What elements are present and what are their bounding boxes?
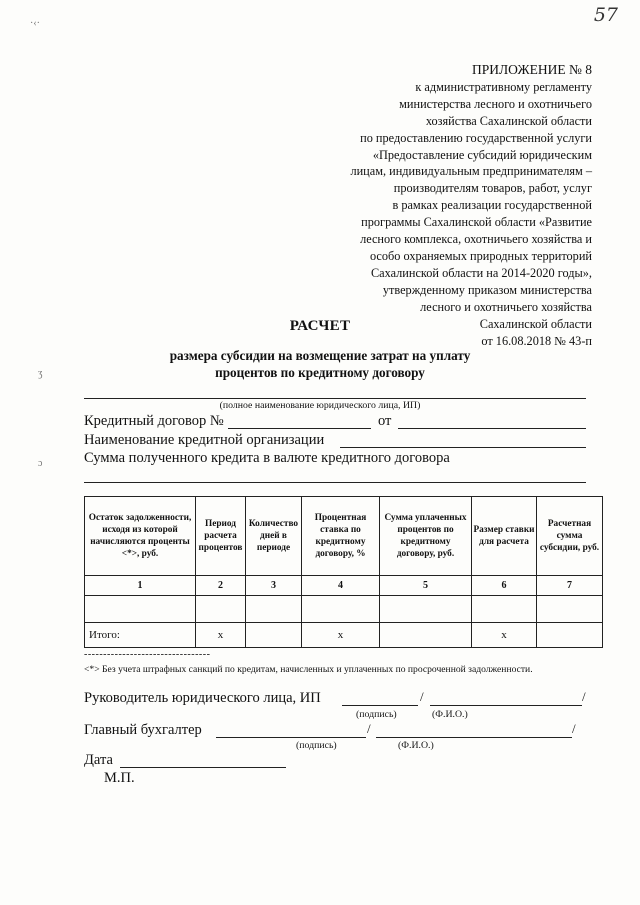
table-cell[interactable] — [302, 596, 380, 623]
head-signature-hint: (подпись) — [356, 709, 397, 720]
column-number: 4 — [302, 576, 380, 596]
subtitle-line: размера субсидии на возмещение затрат на уплату — [169, 348, 471, 363]
column-number: 1 — [85, 576, 196, 596]
appendix-line: «Предоставление субсидий юридическим — [372, 147, 592, 162]
header-cell: Размер ставки для расчета — [472, 497, 537, 576]
contract-date-label: от — [378, 413, 392, 429]
appendix-line: лицам, индивидуальным предпринимателям – — [350, 164, 592, 179]
column-number: 5 — [380, 576, 472, 596]
table-cell[interactable] — [85, 596, 196, 623]
total-label: Итого: — [85, 623, 196, 648]
credit-contract-label: Кредитный договор № — [84, 413, 224, 429]
header-cell: Количество дней в периоде — [246, 497, 302, 576]
appendix-line: Сахалинской области на 2014-2020 годы», — [370, 265, 592, 280]
head-signature-field[interactable] — [342, 691, 418, 706]
head-slash-end: / — [582, 689, 586, 704]
appendix-line: в рамках реализации государственной — [392, 198, 592, 213]
accountant-signature-field[interactable] — [216, 723, 366, 738]
total-cell[interactable] — [380, 623, 472, 648]
table-cell[interactable] — [537, 596, 603, 623]
table-row — [85, 596, 603, 623]
header-cell: Остаток задолженности, исходя из которой начисляются проценты <*>, руб. — [85, 497, 196, 576]
head-slash: / — [420, 689, 424, 704]
total-cell: x — [196, 623, 246, 648]
accountant-signature-hint: (подпись) — [296, 740, 337, 751]
total-cell[interactable] — [537, 623, 603, 648]
column-number: 2 — [196, 576, 246, 596]
contract-date-field[interactable] — [398, 414, 586, 429]
table-cell[interactable] — [380, 596, 472, 623]
credit-sum-label: Сумма полученного кредита в валюте кредитного договора — [84, 450, 450, 466]
date-field[interactable] — [120, 753, 286, 768]
column-number: 3 — [246, 576, 302, 596]
appendix-line: лесного комплекса, охотничьего хозяйства и — [360, 232, 592, 247]
table-cell[interactable] — [246, 596, 302, 623]
appendix-line: программы Сахалинской области «Развитие — [361, 215, 592, 230]
appendix-line: министерства лесного и охотничьего — [399, 96, 592, 111]
credit-org-field[interactable] — [340, 433, 586, 448]
table-cell[interactable] — [472, 596, 537, 623]
appendix-line: хозяйства Сахалинской области — [425, 113, 592, 128]
accountant-slash: / — [367, 721, 371, 736]
calculation-table — [84, 496, 603, 648]
scan-mark: ʒ — [38, 368, 43, 379]
scan-mark: ɔ — [38, 458, 43, 469]
document-title: РАСЧЕТ — [289, 318, 351, 334]
table-header-row — [85, 497, 603, 576]
accountant-label: Главный бухгалтер — [84, 722, 202, 738]
appendix-block — [272, 62, 592, 349]
footnote-separator: --------------------------------- — [84, 649, 211, 660]
total-cell: x — [302, 623, 380, 648]
head-fio-field[interactable] — [430, 691, 582, 706]
column-number: 7 — [537, 576, 603, 596]
appendix-line: Сахалинской области — [479, 316, 592, 331]
date-label: Дата — [84, 752, 113, 768]
appendix-line: от 16.08.2018 № 43-п — [481, 333, 592, 348]
appendix-heading: ПРИЛОЖЕНИЕ № 8 — [471, 62, 592, 77]
total-cell[interactable] — [246, 623, 302, 648]
accountant-fio-field[interactable] — [376, 723, 572, 738]
header-cell: Процентная ставка по кредитному договору, % — [302, 497, 380, 576]
header-cell: Расчетная сумма субсидии, руб. — [537, 497, 603, 576]
footnote: <*> Без учета штрафных санкций по кредитам, начисленных и уплаченных по просроченной задолженности. — [84, 664, 533, 675]
header-cell: Сумма уплаченных процентов по кредитному договору, руб. — [380, 497, 472, 576]
appendix-line: утвержденному приказом министерства — [382, 282, 592, 297]
total-cell: x — [472, 623, 537, 648]
accountant-slash-end: / — [572, 721, 576, 736]
column-number-row — [85, 576, 603, 596]
header-cell: Период расчета процентов — [196, 497, 246, 576]
appendix-line: лесного и охотничьего хозяйства — [420, 299, 592, 314]
appendix-line: к административному регламенту — [415, 79, 592, 94]
entity-name-field[interactable] — [84, 384, 586, 399]
head-fio-hint: (Ф.И.О.) — [432, 709, 468, 720]
page-number: 57 — [593, 4, 618, 26]
credit-org-label: Наименование кредитной организации — [84, 432, 325, 448]
appendix-line: особо охраняемых природных территорий — [369, 248, 592, 263]
contract-number-field[interactable] — [228, 414, 371, 429]
appendix-line: по предоставлению государственной услуги — [360, 130, 592, 145]
stamp-label: М.П. — [104, 770, 135, 786]
total-row — [85, 623, 603, 648]
scan-mark: ·‹· — [30, 18, 40, 29]
accountant-fio-hint: (Ф.И.О.) — [398, 740, 434, 751]
appendix-line: производителям товаров, работ, услуг — [393, 181, 592, 196]
head-label: Руководитель юридического лица, ИП — [84, 690, 321, 706]
table-cell[interactable] — [196, 596, 246, 623]
subtitle-line: процентов по кредитному договору — [215, 365, 425, 380]
column-number: 6 — [472, 576, 537, 596]
credit-sum-field[interactable] — [84, 468, 586, 483]
entity-name-hint: (полное наименование юридического лица, ИП) — [219, 400, 421, 411]
document-subtitle — [0, 347, 640, 381]
